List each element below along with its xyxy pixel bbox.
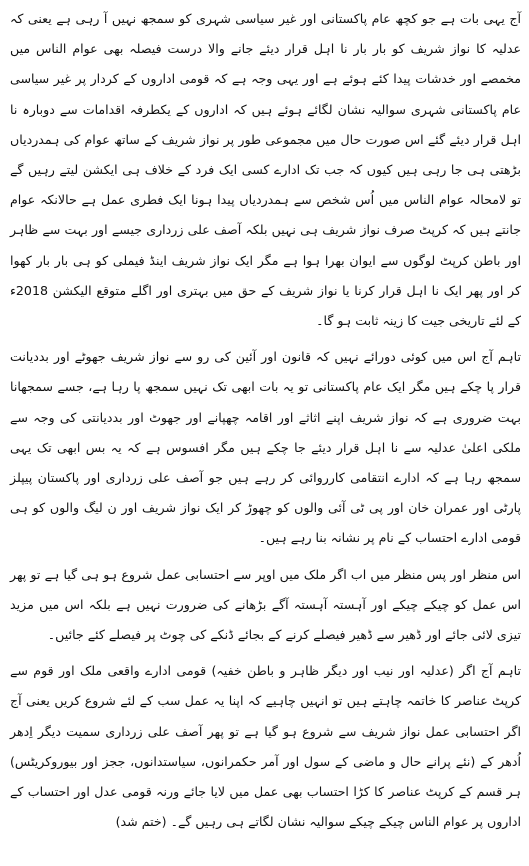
article-paragraph-2: تاہم آج اس میں کوئی دورائے نہیں کہ قانون اور آئین کی رو سے نواز شریف جھوٹے اور بددیانت قرار پا چکے ہیں مگر ایک عام پاکستانی تو یہ بات ابھی تک نہیں سمجھ پا رہا ہے، جسے سمجھانا بہت ضروری ہے کہ نواز شریف اپنے اثاثے اور اقامہ چھپانے اور جھوٹ اور بددیانتی کی وجہ سے ملکی اعلیٰ عدلیہ سے نا اہل قرار دیئے جا چکے ہیں مگر افسوس ہے کہ یہ بس ابھی تک یہی سمجھ رہا ہے کہ ادارے انتقامی کارروائی کر رہے ہیں جو آصف علی زرداری اور پاکستان پیپلز پارٹی اور عمران خان اور پی ٹی آئی والوں کو چھوڑ کر ایک نواز شریف اور ن لیگ والوں کو ہی قومی ادارے احتساب کے نام پر نشانہ بنا رہے ہیں۔ (10, 349, 521, 546)
article-paragraph-1: آج یہی بات ہے جو کچھ عام پاکستانی اور غیر سیاسی شہری کو سمجھ نہیں آ رہی ہے یعنی کہ عدلیہ کا نواز شریف کو بار بار نا اہل قرار دیئے جانے والا درست فیصلہ بھی عوام الناس میں مخمصے اور خدشات پیدا کئے ہوئے ہے اور یہی وجہ ہے کہ قومی اداروں کے کردار پر غیر سیاسی عام پاکستانی شہری سوالیہ نشان لگائے ہوئے ہیں کہ اداروں کے یکطرفہ اقدامات سے دوبارہ نا اہل قرار دیئے گئے اس صورت حال میں مجموعی طور پر نواز شریف کے ساتھ عوام کی ہمدردیاں بڑھتی ہی جا رہی ہیں کیوں کہ جب تک ادارے کسی ایک فرد کے خلاف ہی ایکشن لیتے رہیں گے تو لامحالہ عوام الناس میں اُس شخص سے ہمدردیاں پیدا ہونا ایک فطری عمل ہے حالانکہ عوام جانتے ہیں کہ کرپٹ صرف نواز شریف ہی نہیں بلکہ آصف علی زرداری جیسے اور بہت سے ظاہر اور باطن کرپٹ لوگوں سے ایوان بھرا ہوا ہے مگر ایک نواز شریف اینڈ فیملی کو ہی بار بار کھوا کر اور پھر ایک نا اہل قرار کرنا یا نواز شریف کے حق میں بہتری اور اگلے متوقع الیکشن 2018ء کے لئے تاریخی جیت کا زینہ ثابت ہو گا۔ (10, 11, 521, 329)
article-paragraph-3: اس منظر اور پس منظر میں اب اگر ملک میں اوپر سے احتسابی عمل شروع ہو ہی گیا ہے تو پھر اس عمل کو چیکے چیکے اور آہستہ آہستہ آگے بڑھانے کی ضرورت نہیں ہے بلکہ اس میں مزید تیزی لائی جائے اور ڈھیر سے ڈھیر فیصلے کرنے کے بجائے ڈنکے کی چوٹ پر فیصلے کئے جائیں۔ (10, 566, 521, 643)
article-paragraph-4: تاہم آج اگر (عدلیہ اور نیب اور دیگر ظاہر و باطن خفیہ) قومی ادارے واقعی ملک اور قوم سے کرپٹ عناصر کا خاتمہ چاہتے ہیں تو انہیں چاہیے کہ اپنا یہ عمل سب کے لئے شروع کریں یعنی آج اگر احتسابی عمل نواز شریف سے شروع ہو گیا ہے تو پھر آصف علی زرداری سمیت دیگر اِدھر اُدھر کے (نئے پرانے حال و ماضی کے سول اور آمر حکمرانوں، سیاستدانوں، ججز اور بیوروکریٹس) ہر قسم کے کرپٹ عناصر کا کڑا احتساب بھی عمل میں لایا جائے ورنہ قومی عدل اور احتساب کے اداروں پر عوام الناس چیکے چیکے سوالیہ نشان لگاتے ہی رہیں گے۔ (ختم شد) (10, 663, 521, 830)
